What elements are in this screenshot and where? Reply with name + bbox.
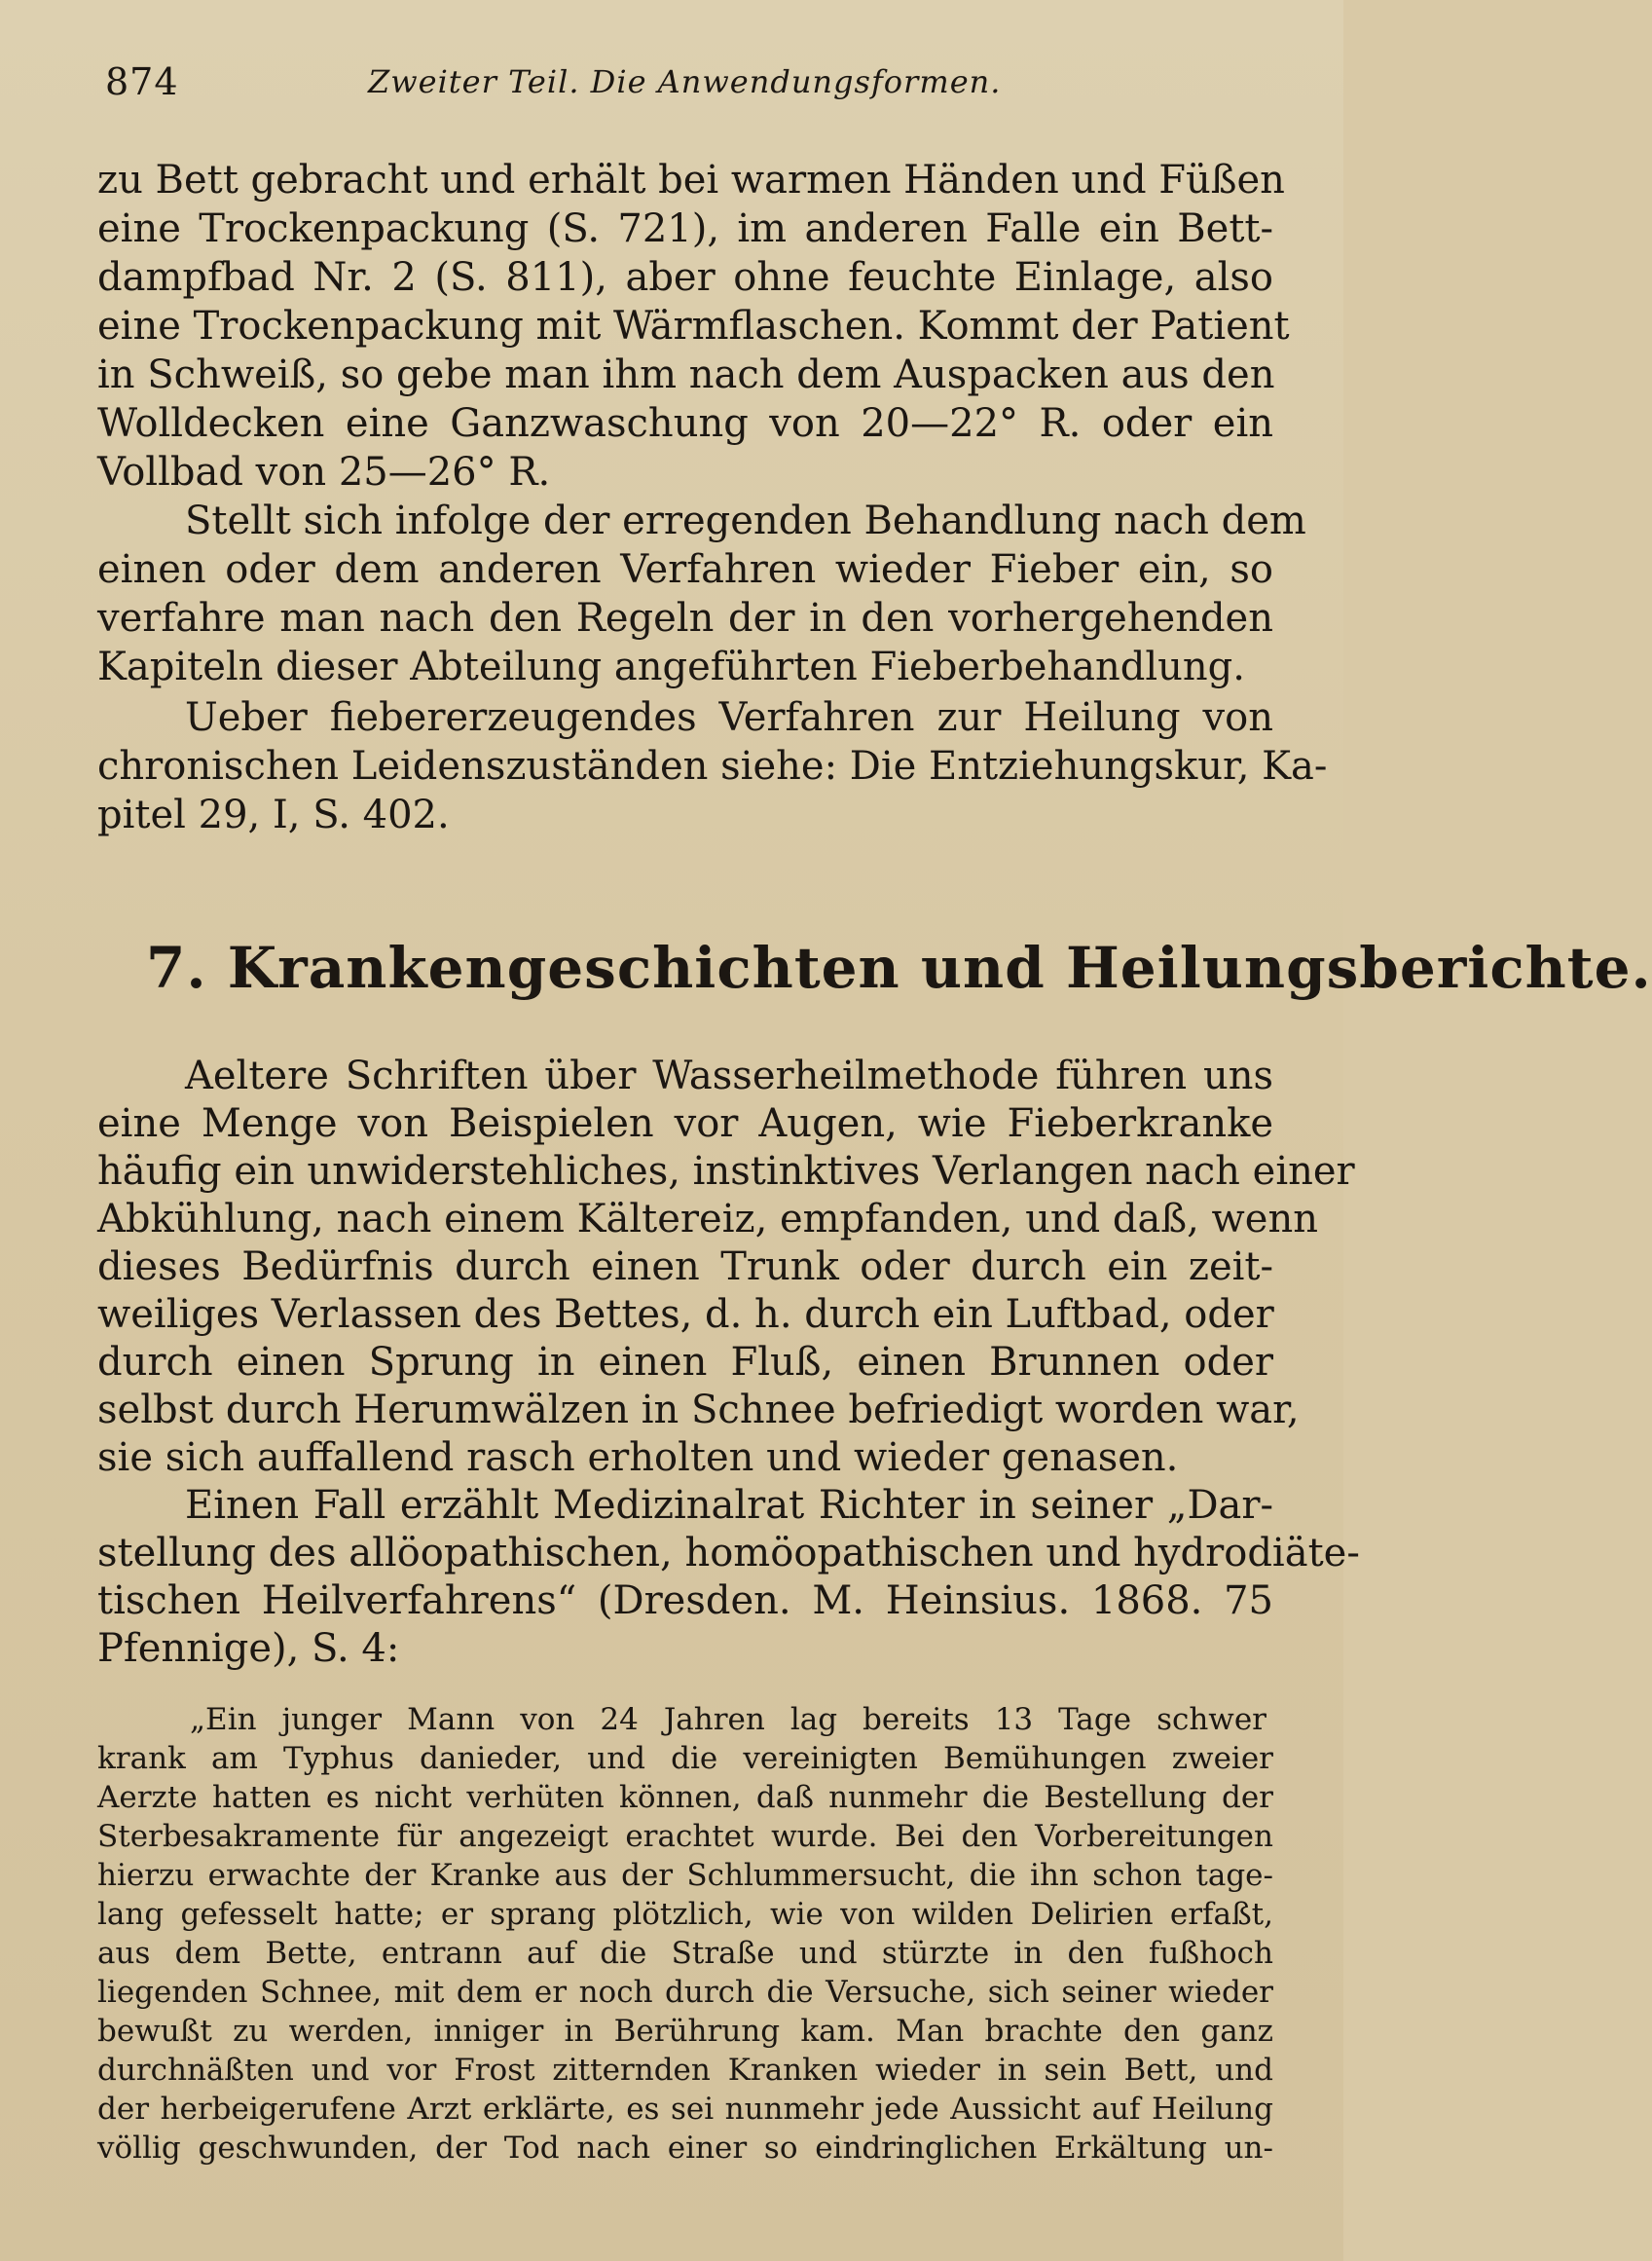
text-line: Vollbad von 25—26° R. [97, 450, 551, 495]
text-line: durch einen Sprung in einen Fluß, einen Brunnen oder [97, 1340, 1273, 1385]
text-line: dampfbad Nr. 2 (S. 811), aber ohne feuchte Einlage, also [97, 255, 1273, 300]
text-line: zu Bett gebracht und erhält bei warmen Händen und Füßen [97, 158, 1285, 203]
text-line: Wolldecken eine Ganzwaschung von 20—22° R. oder ein [97, 401, 1273, 446]
text-line: selbst durch Herumwälzen in Schnee befriedigt worden war, [97, 1388, 1300, 1432]
text-line: Ueber fiebererzeugendes Verfahren zur Heilung von [185, 695, 1273, 740]
text-line: verfahre man nach den Regeln der in den vorhergehenden [97, 596, 1273, 641]
text-line: weiliges Verlassen des Bettes, d. h. durch ein Luftbad, oder [97, 1292, 1274, 1337]
text-line: häufig ein unwiderstehliches, instinktives Verlangen nach einer [97, 1149, 1355, 1194]
text-line: Abkühlung, nach einem Kältereiz, empfanden, und daß, wenn [97, 1197, 1318, 1242]
text-line: Kapiteln dieser Abteilung angeführten Fieberbehandlung. [97, 645, 1245, 689]
quote-line: völlig geschwunden, der Tod nach einer so eindringlichen Erkältung un- [97, 2131, 1273, 2166]
quote-line: krank am Typhus danieder, und die vereinigten Bemühungen zweier [97, 1741, 1273, 1776]
text-line: sie sich auffallend rasch erholten und wieder genasen. [97, 1435, 1179, 1480]
text-line: in Schweiß, so gebe man ihm nach dem Auspacken aus den [97, 352, 1275, 397]
quote-line: Aerzte hatten es nicht verhüten können, daß nunmehr die Bestellung der [97, 1780, 1273, 1815]
text-line: Stellt sich infolge der erregenden Behandlung nach dem [185, 499, 1306, 543]
text-line: stellung des allöopathischen, homöopathischen und hydrodiäte- [97, 1531, 1360, 1575]
quote-line: bewußt zu werden, inniger in Berührung kam. Man brachte den ganz [97, 2014, 1273, 2049]
quote-line: hierzu erwachte der Kranke aus der Schlummersucht, die ihn schon tage- [97, 1858, 1273, 1893]
quote-line: Sterbesakramente für angezeigt erachtet wurde. Bei den Vorbereitungen [97, 1819, 1273, 1854]
text-line: tischen Heilverfahrens“ (Dresden. M. Heinsius. 1868. 75 [97, 1578, 1273, 1623]
text-line: Einen Fall erzählt Medizinalrat Richter in seiner „Dar- [185, 1483, 1273, 1528]
running-title: Zweiter Teil. Die Anwendungsformen. [368, 63, 1002, 100]
text-line: eine Trockenpackung mit Wärmflaschen. Kommt der Patient [97, 304, 1290, 349]
text-line: chronischen Leidenszuständen siehe: Die Entziehungskur, Ka- [97, 744, 1328, 789]
quote-line: aus dem Bette, entrann auf die Straße und stürzte in den fußhoch [97, 1936, 1273, 1971]
text-line: Aeltere Schriften über Wasserheilmethode führen uns [185, 1054, 1273, 1098]
text-line: eine Trockenpackung (S. 721), im anderen Falle ein Bett- [97, 206, 1273, 251]
section-heading: 7. Krankengeschichten und Heilungsberichte. [146, 935, 1652, 1001]
text-line: eine Menge von Beispielen vor Augen, wie Fieberkranke [97, 1101, 1273, 1146]
text-line: pitel 29, I, S. 402. [97, 793, 450, 837]
text-line: dieses Bedürfnis durch einen Trunk oder durch ein zeit- [97, 1244, 1273, 1289]
page-number: 874 [105, 60, 179, 103]
page-header [105, 60, 1256, 115]
quote-line: „Ein junger Mann von 24 Jahren lag bereits 13 Tage schwer [190, 1702, 1267, 1737]
text-line: Pfennige), S. 4: [97, 1626, 400, 1671]
quote-line: durchnäßten und vor Frost zitternden Kranken wieder in sein Bett, und [97, 2053, 1273, 2088]
quote-line: der herbeigerufene Arzt erklärte, es sei nunmehr jede Aussicht auf Heilung [97, 2092, 1273, 2127]
text-line: einen oder dem anderen Verfahren wieder Fieber ein, so [97, 547, 1273, 592]
quote-line: lang gefesselt hatte; er sprang plötzlich, wie von wilden Delirien erfaßt, [97, 1897, 1273, 1932]
quote-line: liegenden Schnee, mit dem er noch durch die Versuche, sich seiner wieder [97, 1975, 1273, 2010]
